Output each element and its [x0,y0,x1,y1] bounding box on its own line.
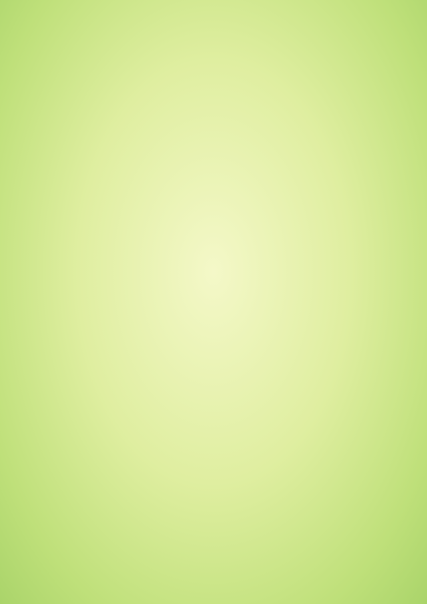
bottom-flower-border [0,524,427,604]
top-flower-border [0,0,427,80]
article [14,88,414,91]
